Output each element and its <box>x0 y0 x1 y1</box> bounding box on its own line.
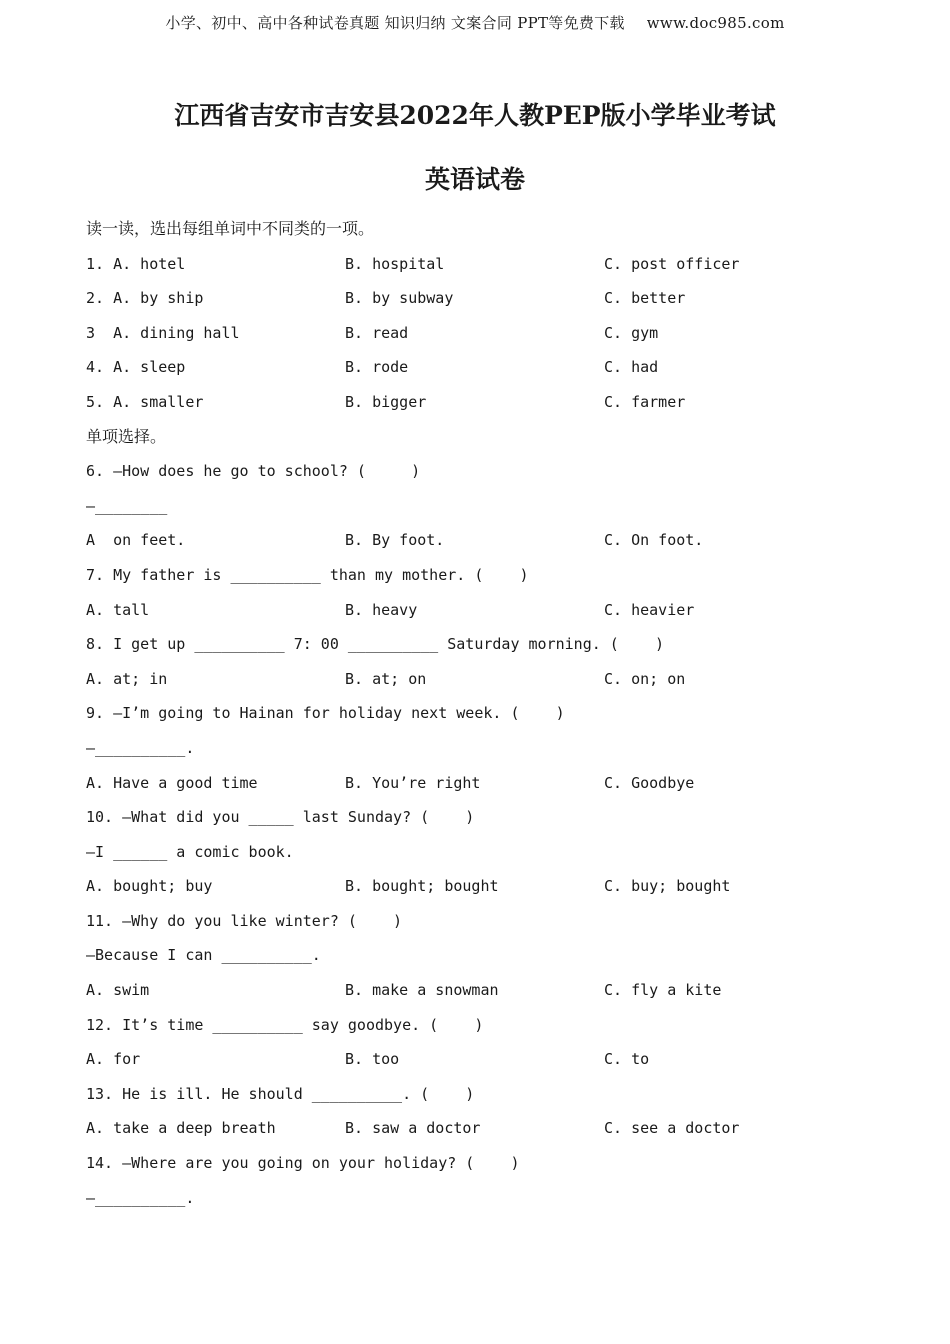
option-a: 1. A. hotel <box>86 254 186 273</box>
option-a: A. for <box>86 1050 141 1069</box>
question-row <box>86 250 886 285</box>
options-row <box>86 872 886 907</box>
option-c: C. buy; bought <box>604 877 731 896</box>
option-b: B. bought; bought <box>345 877 499 896</box>
options-row <box>86 526 886 561</box>
option-a: A. bought; buy <box>86 877 213 896</box>
option-a: A. take a deep breath <box>86 1119 276 1138</box>
options-row <box>86 665 886 700</box>
option-c: C. gym <box>604 323 659 342</box>
answer-blank: —__________. <box>86 738 195 757</box>
option-b: B. rode <box>345 358 409 377</box>
option-b: B. read <box>345 323 409 342</box>
header-text: 小学、初中、高中各种试卷真题 知识归纳 文案合同 PPT等免费下载 <box>165 14 625 32</box>
exam-title: 江西省吉安市吉安县2022年人教PEP版小学毕业考试 <box>174 101 776 130</box>
question-row <box>86 353 886 388</box>
option-c: C. better <box>604 289 686 308</box>
option-b: B. by subway <box>345 289 454 308</box>
question-row <box>86 319 886 354</box>
option-a: 2. A. by ship <box>86 289 204 308</box>
question-text: 12. It’s time __________ say goodbye. ( ) <box>86 1015 484 1034</box>
option-b: B. You’re right <box>345 773 481 792</box>
options-row <box>86 1114 886 1149</box>
option-c: C. on; on <box>604 669 686 688</box>
question-text: 7. My father is __________ than my mother. ( ) <box>86 565 529 584</box>
option-b: B. at; on <box>345 669 427 688</box>
option-a: 5. A. smaller <box>86 392 204 411</box>
question-text: 8. I get up __________ 7: 00 __________ Saturday morning. ( ) <box>86 635 664 654</box>
option-a: A. at; in <box>86 669 168 688</box>
answer-blank: —Because I can __________. <box>86 946 321 965</box>
option-c: C. post officer <box>604 254 740 273</box>
option-a: A on feet. <box>86 531 186 550</box>
question-row <box>86 284 886 319</box>
option-a: A. Have a good time <box>86 773 258 792</box>
option-b: B. too <box>345 1050 400 1069</box>
option-a: 4. A. sleep <box>86 358 186 377</box>
page-header <box>0 12 950 33</box>
section1-instruction: 读一读，选出每组单词中不同类的一项。 <box>86 219 375 238</box>
section2-instruction: 单项选择。 <box>86 426 167 446</box>
question-text: 6. —How does he go to school? ( ) <box>86 462 421 481</box>
answer-blank: —I ______ a comic book. <box>86 842 294 861</box>
option-c: C. heavier <box>604 600 695 619</box>
option-b: B. make a snowman <box>345 981 499 1000</box>
option-c: C. Goodbye <box>604 773 695 792</box>
option-b: B. saw a doctor <box>345 1119 481 1138</box>
option-c: C. had <box>604 358 659 377</box>
exam-content <box>86 215 886 1218</box>
option-b: B. By foot. <box>345 531 445 550</box>
option-c: C. On foot. <box>604 531 704 550</box>
option-b: B. bigger <box>345 392 427 411</box>
options-row <box>86 769 886 804</box>
question-text: 11. —Why do you like winter? ( ) <box>86 911 403 930</box>
option-c: C. to <box>604 1050 650 1069</box>
option-c: C. fly a kite <box>604 981 722 1000</box>
option-c: C. see a doctor <box>604 1119 740 1138</box>
question-text: 14. —Where are you going on your holiday? ( ) <box>86 1154 520 1173</box>
question-text: 10. —What did you _____ last Sunday? ( ) <box>86 808 475 827</box>
options-row <box>86 976 886 1011</box>
options-row <box>86 1045 886 1080</box>
option-a: A. swim <box>86 981 150 1000</box>
option-a: A. tall <box>86 600 150 619</box>
answer-blank: —________ <box>86 496 168 515</box>
option-b: B. hospital <box>345 254 445 273</box>
answer-blank: —__________. <box>86 1188 195 1207</box>
option-a: 3 A. dining hall <box>86 323 240 342</box>
option-c: C. farmer <box>604 392 686 411</box>
options-row <box>86 596 886 631</box>
question-text: 9. —I’m going to Hainan for holiday next week. ( ) <box>86 704 565 723</box>
question-text: 13. He is ill. He should __________. ( ) <box>86 1084 475 1103</box>
question-row <box>86 388 886 423</box>
header-url[interactable]: www.doc985.com <box>646 14 785 32</box>
exam-subtitle: 英语试卷 <box>424 165 525 194</box>
option-b: B. heavy <box>345 600 418 619</box>
